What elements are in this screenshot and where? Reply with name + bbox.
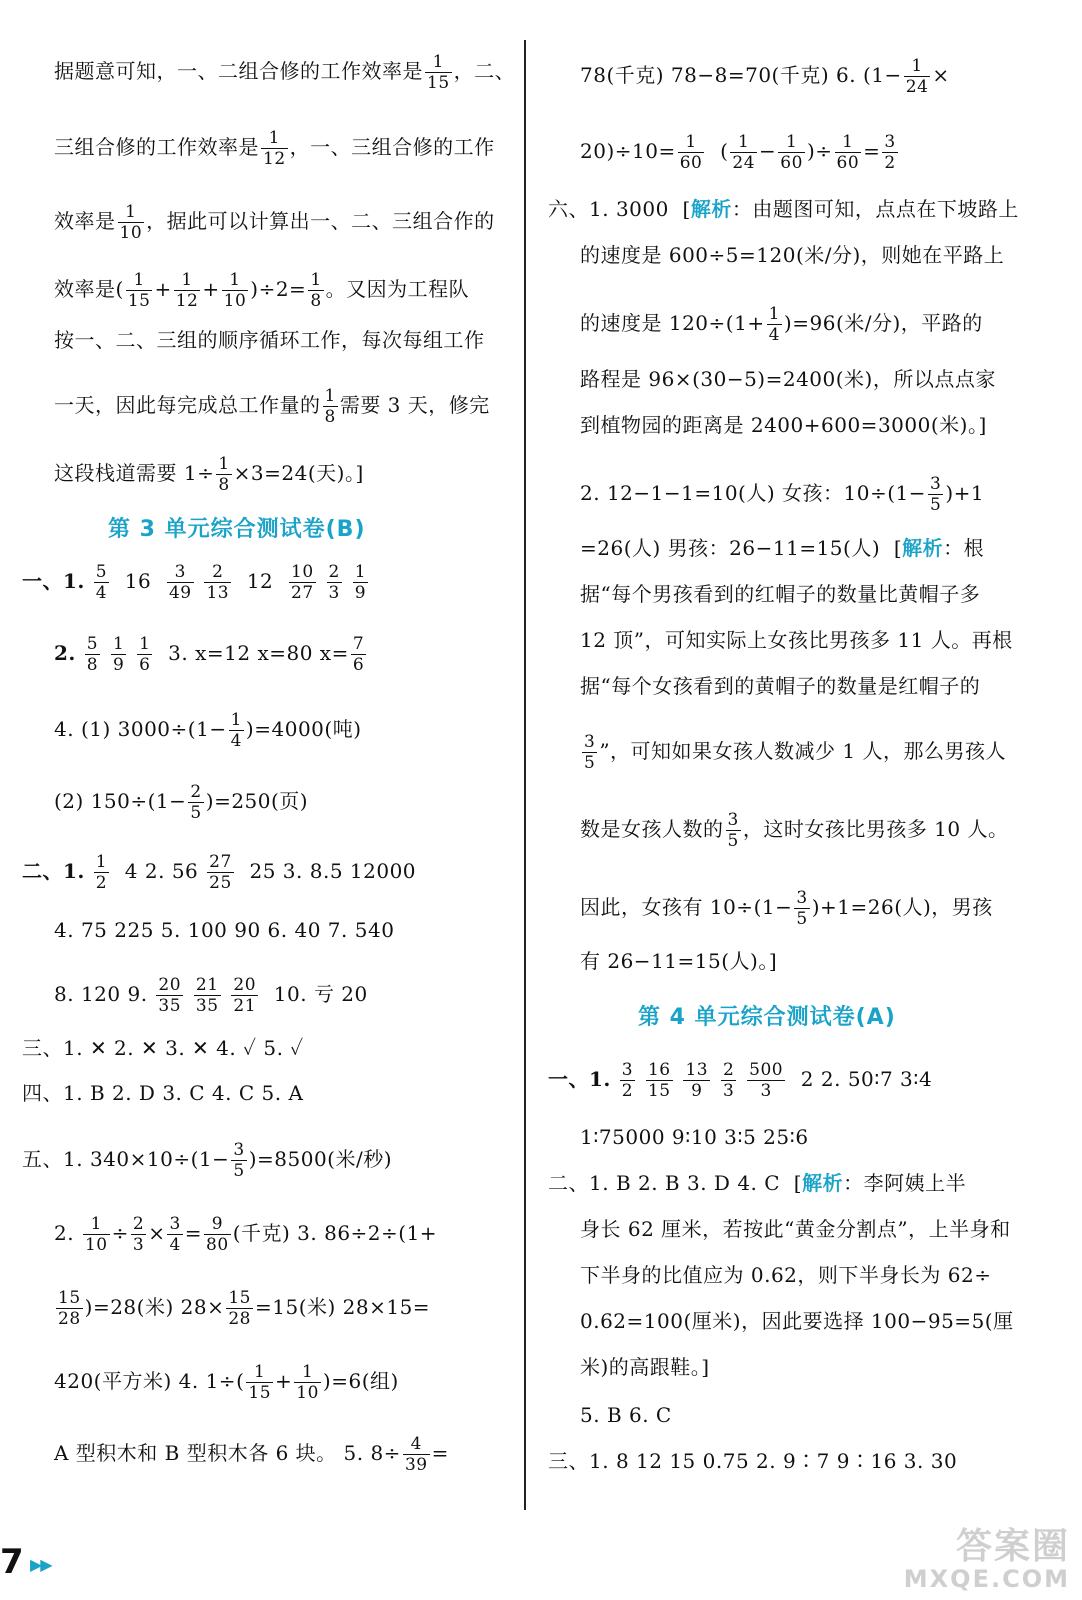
section-title: 第 4 单元综合测试卷(A) xyxy=(638,1005,896,1030)
text-line: 到植物园的距离是 2400+600=3000(米)。] xyxy=(580,413,987,437)
answer-line: 4. 75 225 5. 100 90 6. 40 7. 540 xyxy=(54,918,395,942)
text-line: 的速度是 600÷5=120(米/分)，则她在平路上 xyxy=(580,243,1005,267)
answer-line: 二、1. $\frac{1}{2}$ 4 2. 56 $\frac{27}{25}$ 25 3. 8.5 12000 xyxy=(22,852,417,893)
answer-line: 一、1. $\frac{3}{2}$ $\frac{16}{15}$ $\frac{13}{9}$ $\frac{2}{3}$ $\frac{500}{3}$ 2 2. 50∶7 3∶4 xyxy=(548,1060,933,1101)
text-line: 据“每个女孩看到的黄帽子的数量是红帽子的 xyxy=(580,674,981,698)
column-divider xyxy=(524,40,526,1510)
answer-line: 4. (1) 3000÷(1− $\frac{1}{4}$ )=4000(吨) xyxy=(54,710,362,751)
watermark-logo: 答案圈 MXQE.COM xyxy=(903,1526,1070,1593)
answer-line: 8. 120 9. $\frac{20}{35}$ $\frac{21}{35}$ $\frac{20}{21}$ 10. 亏 20 xyxy=(54,975,368,1016)
text-line: 数是女孩人数的 $\frac{3}{5}$ ，这时女孩比男孩多 10 人。 xyxy=(580,810,1009,851)
answer-line: 420(平方米) 4. 1÷( $\frac{1}{15}$ + $\frac{1}{10}$ )=6(组) xyxy=(54,1362,399,1403)
text-line: 下半身的比值应为 0.62，则下半身长为 62÷ xyxy=(580,1263,992,1287)
answer-line: A 型积木和 B 型积木各 6 块。 5. 8÷ $\frac{4}{39}$ = xyxy=(54,1434,449,1475)
answer-line: 2. $\frac{5}{8}$ $\frac{1}{9}$ $\frac{1}{6}$ 3. x=12 x=80 x= $\frac{7}{6}$ xyxy=(54,634,365,675)
text-line: 路程是 96×(30−5)=2400(米)，所以点点家 xyxy=(580,367,996,391)
text-line: 据题意可知，一、二组合修的工作效率是 $\frac{1}{15}$ ，二、 xyxy=(54,52,516,93)
answer-line: $\frac{15}{28}$ )=28(米) 28× $\frac{15}{28}$ =15(米) 28×15= xyxy=(58,1288,431,1329)
page-arrows-icon: ▶▶ xyxy=(30,1555,51,1574)
analysis-tag: 解析 xyxy=(902,536,944,560)
answer-line: 5. B 6. C xyxy=(580,1403,672,1427)
answer-line: 2. $\frac{1}{10}$ ÷ $\frac{2}{3}$ × $\frac{3}{4}$ = $\frac{9}{80}$ (千克) 3. 86÷2÷(1+ xyxy=(54,1214,438,1255)
text-line: 三组合修的工作效率是 $\frac{1}{12}$ ，一、三组合修的工作 xyxy=(54,128,495,169)
analysis-tag: 解析 xyxy=(690,197,732,221)
answer-line: =26(人) 男孩：26−11=15(人) [解析：根 xyxy=(580,536,985,560)
answer-line: 20)÷10= $\frac{1}{60}$ ( $\frac{1}{24}$ − $\frac{1}{60}$ )÷ $\frac{1}{60}$ = $\frac{3}{2}$ xyxy=(580,132,896,173)
answer-line: 四、1. B 2. D 3. C 4. C 5. A xyxy=(22,1081,304,1105)
answer-line: 1∶75000 9∶10 3∶5 25∶6 xyxy=(580,1125,809,1149)
answer-line: 三、1. 8 12 15 0.75 2. 9∶7 9∶16 3. 30 xyxy=(548,1449,958,1473)
text-line: 12 顶”，可知实际上女孩比男孩多 11 人。再根 xyxy=(580,628,1013,652)
text-line: $\frac{3}{5}$ ”，可知如果女孩人数减少 1 人，那么男孩人 xyxy=(584,732,1006,773)
text-line: 身长 62 厘米，若按此“黄金分割点”，上半身和 xyxy=(580,1217,1011,1241)
text-line: 按一、二、三组的顺序循环工作，每次每组工作 xyxy=(54,328,485,352)
answer-line: 六、1. 3000 [解析：由题图可知，点点在下坡路上 xyxy=(548,197,1019,221)
answer-line: 二、1. B 2. B 3. D 4. C [解析：李阿姨上半 xyxy=(548,1171,967,1195)
section-title: 第 3 单元综合测试卷(B) xyxy=(108,517,366,542)
text-line: 米)的高跟鞋。] xyxy=(580,1355,710,1379)
answer-line: 一、1. $\frac{5}{4}$ 16 $\frac{3}{49}$ $\frac{2}{13}$ 12 $\frac{10}{27}$ $\frac{2}{3}$ $\frac{1}{9}$ xyxy=(22,562,367,603)
text-line: 的速度是 120÷(1+ $\frac{1}{4}$ )=96(米/分)，平路的 xyxy=(580,304,983,345)
text-line: 一天，因此每完成总工作量的 $\frac{1}{8}$ 需要 3 天，修完 xyxy=(54,386,490,427)
answer-line: 78(千克) 78−8=70(千克) 6. (1− $\frac{1}{24}$ × xyxy=(580,56,950,97)
text-line: 效率是 $\frac{1}{10}$ ，据此可以计算出一、二、三组合作的 xyxy=(54,202,495,243)
answer-line: (2) 150÷(1− $\frac{2}{5}$ )=250(页) xyxy=(54,782,309,823)
text-line: 效率是( $\frac{1}{15}$ + $\frac{1}{12}$ + $\frac{1}{10}$ )÷2= $\frac{1}{8}$ 。又因为工程队 xyxy=(54,270,470,311)
text-line: 据“每个男孩看到的红帽子的数量比黄帽子多 xyxy=(580,582,981,606)
answer-line: 三、1. ✕ 2. ✕ 3. ✕ 4. ✓ 5. ✓ xyxy=(22,1036,304,1060)
answer-line: 2. 12−1−1=10(人) 女孩：10÷(1− $\frac{3}{5}$ )+1 xyxy=(580,474,985,515)
analysis-tag: 解析 xyxy=(802,1171,844,1195)
text-line: 这段栈道需要 1÷ $\frac{1}{8}$ ×3=24(天)。] xyxy=(54,454,364,495)
text-line: 0.62=100(厘米)，因此要选择 100−95=5(厘 xyxy=(580,1309,1014,1333)
text-line: 有 26−11=15(人)。] xyxy=(580,949,778,973)
text-line: 因此，女孩有 10÷(1− $\frac{3}{5}$ )+1=26(人)，男孩 xyxy=(580,888,993,929)
answer-line: 五、1. 340×10÷(1− $\frac{3}{5}$ )=8500(米/秒) xyxy=(22,1140,393,1181)
page-number: 7 xyxy=(0,1542,24,1582)
